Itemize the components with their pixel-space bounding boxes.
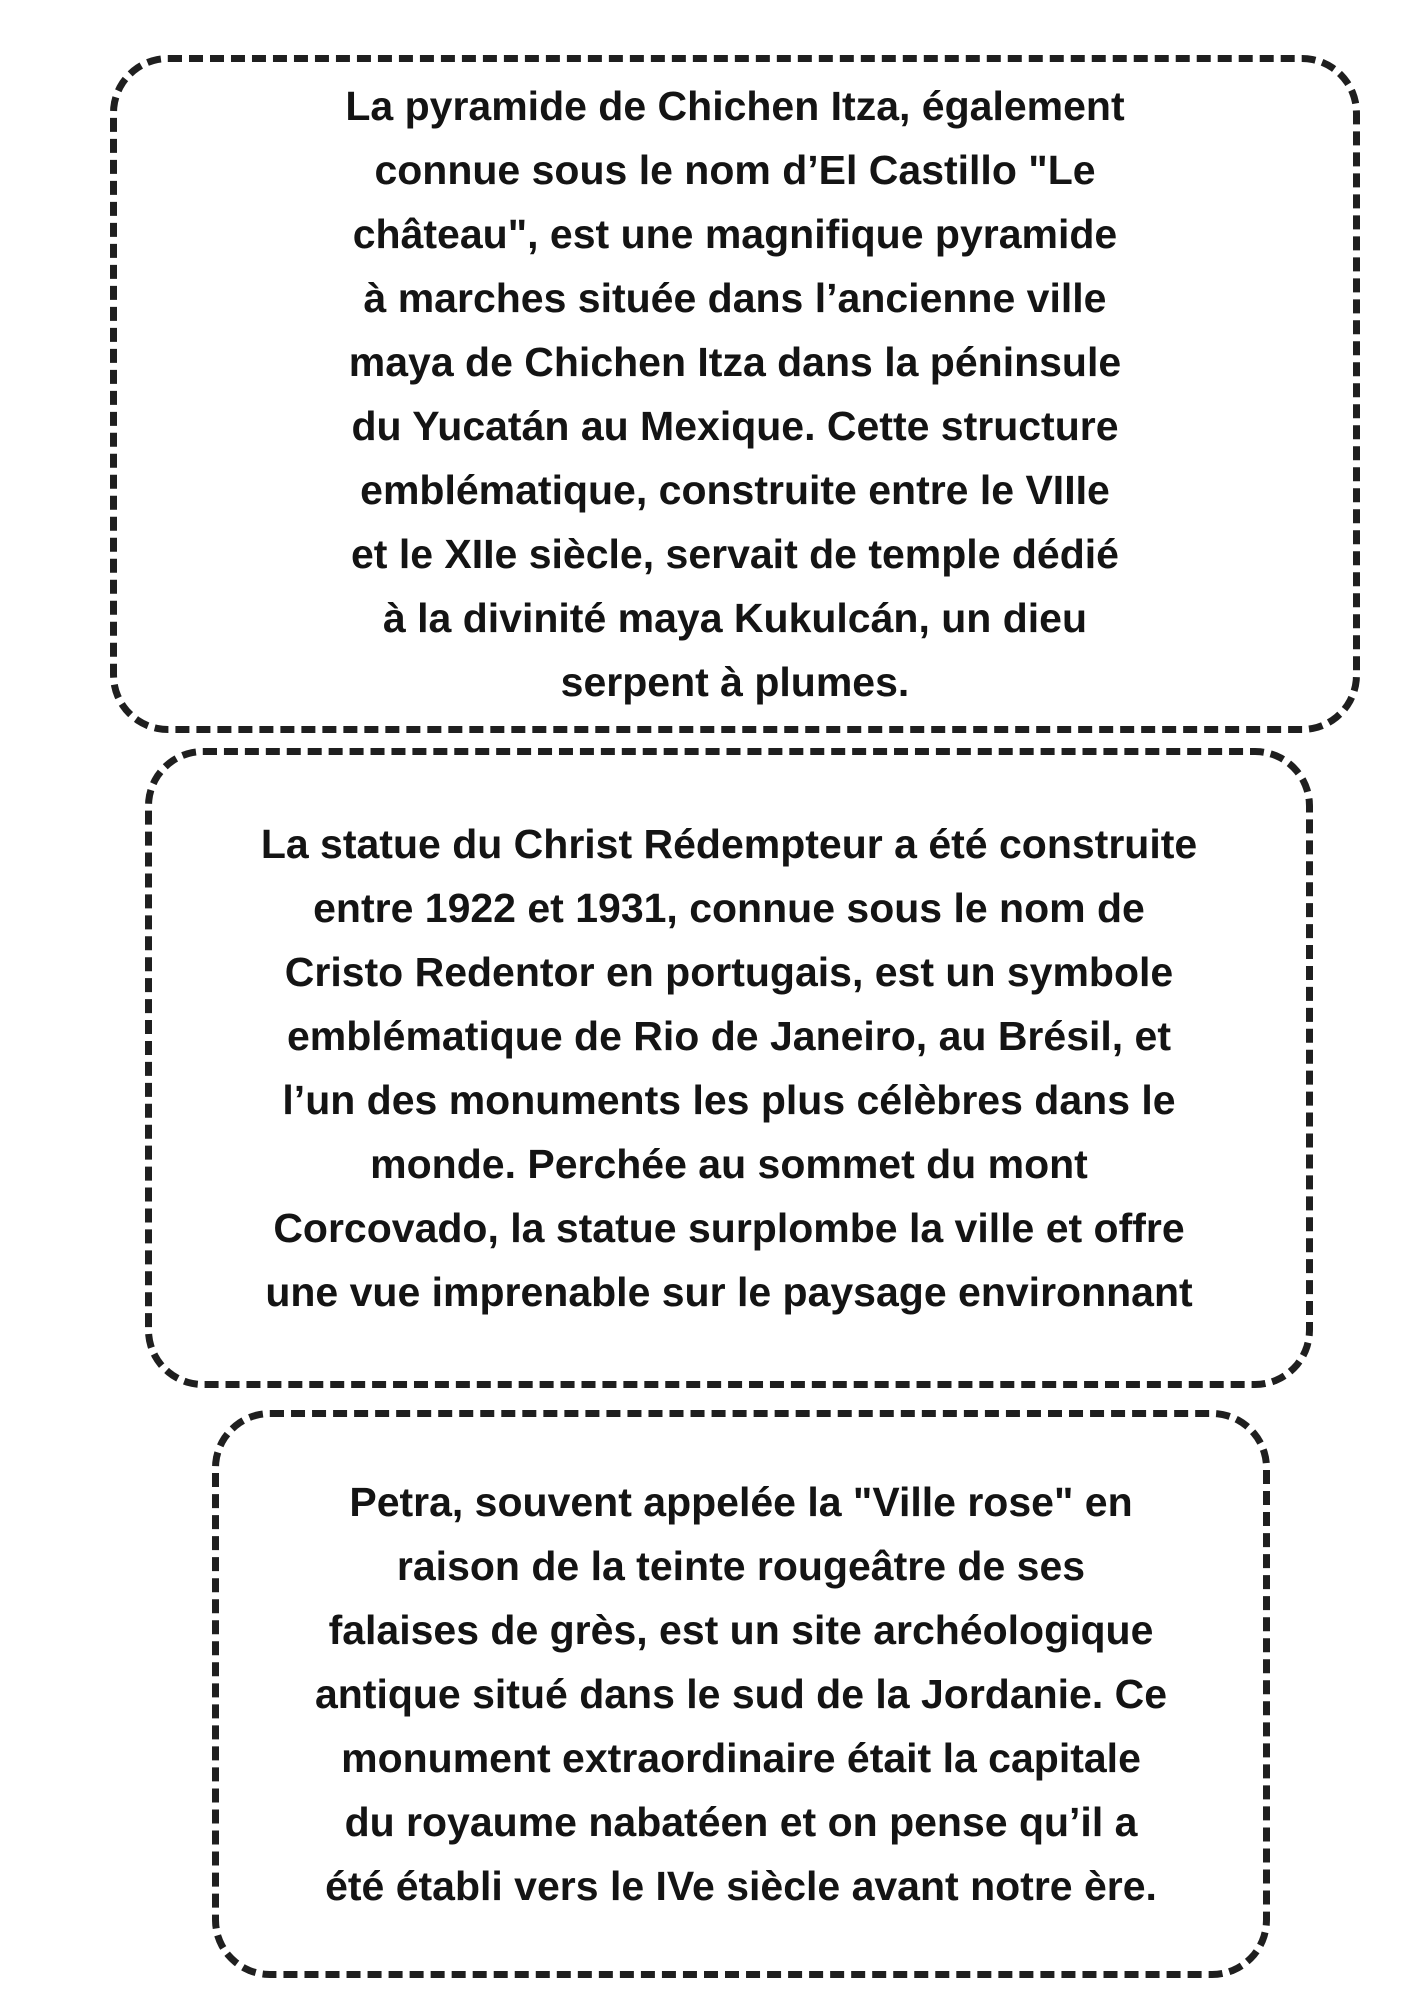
- card-chichen-itza-text: La pyramide de Chichen Itza, également connue sous le nom d’El Castillo "Le château", est une magnifique pyramide à marches située dans l’ancienne ville maya de Chichen Itza dans la péninsule du Yucatán au Mexique. Cette structure emblématique, construite entre le VIIIe et le XIIe siècle, servait de temple dédié à la divinité maya Kukulcán, un dieu serpent à plumes.: [345, 83, 1125, 705]
- card-chichen-itza: [110, 55, 1360, 733]
- card-christ-redeemer-text: La statue du Christ Rédempteur a été construite entre 1922 et 1931, connue sous le nom de Cristo Redentor en portugais, est un symbole emblématique de Rio de Janeiro, au Brésil, et l’un des monuments les plus célèbres dans le monde. Perchée au sommet du mont Corcovado, la statue surplombe la ville et offre une vue imprenable sur le paysage environnant: [260, 821, 1198, 1315]
- card-petra-text: Petra, souvent appelée la "Ville rose" en raison de la teinte rougeâtre de ses falaises de grès, est un site archéologique antique situé dans le sud de la Jordanie. Ce monument extraordinaire était la capitale du royaume nabatéen et on pense qu’il a été établi vers le IVe siècle avant notre ère.: [314, 1479, 1168, 1909]
- card-christ-redeemer: [145, 748, 1313, 1388]
- card-petra: [212, 1410, 1270, 1978]
